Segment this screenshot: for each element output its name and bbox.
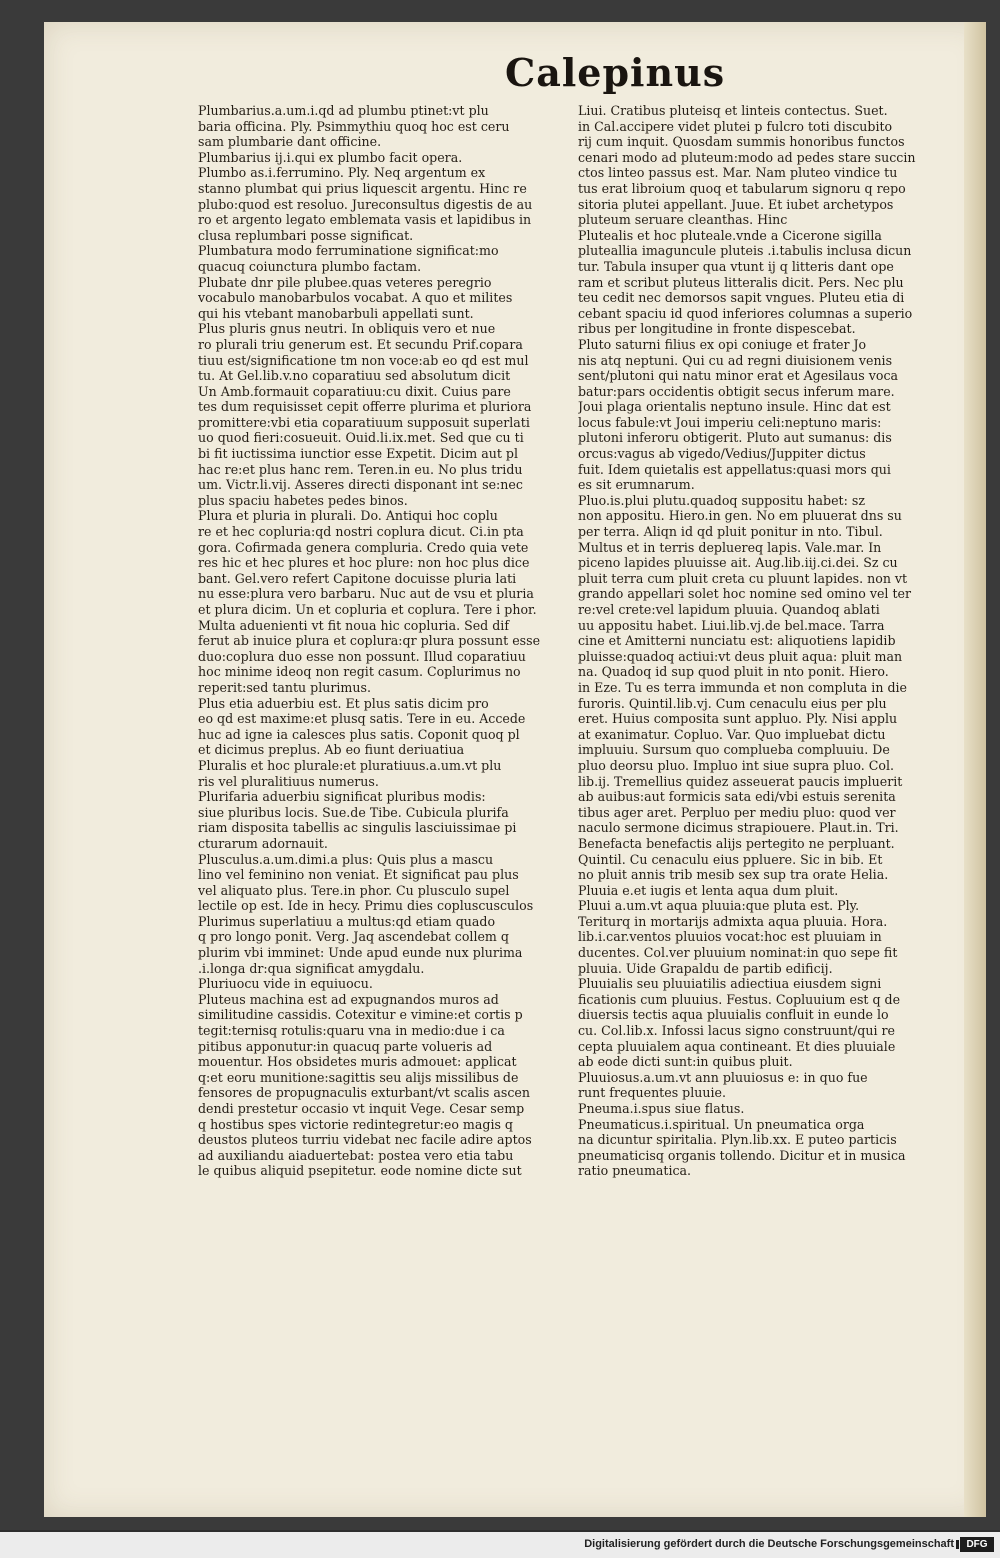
text-line: ram et scribut pluteus litteralis dicit. Pers. Nec plu <box>578 274 904 290</box>
text-line: ducentes. Col.ver pluuium nominat:in quo sepe fit <box>578 945 898 961</box>
text-line: in Eze. Tu es terra immunda et non compluta in die <box>578 679 907 695</box>
text-line: plubo:quod est resoluo. Jureconsultus digestis de au <box>198 196 533 212</box>
text-line: tibus ager aret. Perpluo per mediu pluo: quod ver <box>578 804 896 820</box>
text-line: q:et eoru munitione:sagittis seu alijs missilibus de <box>198 1069 519 1085</box>
text-line: Plumbo as.i.ferrumino. Ply. Neq argentum ex <box>198 165 486 181</box>
text-line: pluteum seruare cleanthas. Hinc <box>578 212 788 228</box>
text-line: fensores de propugnaculis exturbant/vt scalis ascen <box>198 1085 530 1101</box>
text-line: cebant spaciu id quod inferiores columnas a superio <box>578 305 913 321</box>
text-line: deustos pluteos turriu videbat nec facile adire aptos <box>198 1132 532 1148</box>
text-line: et dicimus preplus. Ab eo fiunt deriuatiua <box>198 742 465 758</box>
text-line: Pneuma.i.spus siue flatus. <box>578 1101 745 1116</box>
text-line: siue pluribus locis. Sue.de Tibe. Cubicula plurifa <box>198 804 509 820</box>
text-line: tus erat libroium quoq et tabularum signoru q repo <box>578 180 906 196</box>
text-line: Pluralis et hoc plurale:et pluratiuus.a.um.vt plu <box>198 757 502 773</box>
text-line: furoris. Quintil.lib.vj. Cum cenaculu eius per plu <box>578 695 887 711</box>
footer-bar <box>0 1532 1000 1558</box>
text-line: orcus:vagus ab vigedo/Vedius/Juppiter dictus <box>578 446 866 462</box>
text-line: ab eode dicti sunt:in quibus pluit. <box>578 1054 793 1070</box>
text-line: nis atq neptuni. Qui cu ad regni diuisionem venis <box>578 352 893 368</box>
text-line: cu. Col.lib.x. Infossi lacus signo construunt/qui re <box>578 1023 895 1039</box>
text-line: pluisse:quadoq actiui:vt deus pluit aqua: pluit man <box>578 648 903 664</box>
text-line: vocabulo manobarbulos vocabat. A quo et milites <box>198 290 513 306</box>
text-line: lib.i.car.ventos pluuios vocat:hoc est pluuiam in <box>578 929 882 945</box>
text-line: tiuu est/significatione tm non voce:ab eo qd est mul <box>198 352 529 368</box>
text-line: et plura dicim. Un et copluria et coplura. Tere i phor. <box>198 602 537 617</box>
running-head: Calepinus <box>505 50 726 95</box>
footer-credit: Digitalisierung gefördert durch die Deutsche Forschungsgemeinschaft <box>584 1538 954 1550</box>
text-line: Joui plaga orientalis neptuno insule. Hinc dat est <box>578 399 891 415</box>
text-line: qui his vtebant manobarbuli appellati sunt. <box>198 305 474 321</box>
text-line: ficationis cum pluuius. Festus. Copluuium est q de <box>578 991 901 1007</box>
text-line: cturarum adornauit. <box>198 835 328 851</box>
text-line: reperit:sed tantu plurimus. <box>198 679 371 695</box>
text-line: bant. Gel.vero refert Capitone docuisse pluria lati <box>198 570 517 586</box>
text-line: Liui. Cratibus pluteisq et linteis contectus. Suet. <box>578 103 888 118</box>
text-line: gora. Cofirmada genera compluria. Credo quia vete <box>198 539 529 555</box>
text-line: lib.ij. Tremellius quidez asseuerat paucis impluerit <box>578 773 903 789</box>
text-line: ratio pneumatica. <box>578 1163 692 1179</box>
text-line: cepta pluuialem aqua contineant. Et dies pluuiale <box>578 1038 896 1054</box>
text-line: quacuq coiunctura plumbo factam. <box>198 258 422 274</box>
text-line: Pluto saturni filius ex opi coniuge et frater Jo <box>578 336 867 352</box>
right-column <box>578 103 940 1179</box>
text-line: diuersis tectis aqua pluuialis confluit in eunde lo <box>578 1007 889 1023</box>
text-line: cenari modo ad pluteum:modo ad pedes stare succin <box>578 149 916 165</box>
text-line: ab auibus:aut formicis sata edi/vbi estuis serenita <box>578 789 896 805</box>
text-line: Pluuialis seu pluuiatilis adiectiua eiusdem signi <box>578 976 882 992</box>
text-line: Un Amb.formauit coparatiuu:cu dixit. Cuius pare <box>198 383 511 399</box>
text-line: no pluit annis trib mesib sex sup tra orate Helia. <box>578 867 889 883</box>
text-line: lino vel feminino non veniat. Et significat pau plus <box>198 867 519 883</box>
text-line: hac re:et plus hanc rem. Teren.in eu. No plus tridu <box>198 461 523 477</box>
text-line: grando appellari solet hoc nomine sed omino vel ter <box>578 586 911 602</box>
text-line: na dicuntur spiritalia. Plyn.lib.xx. E puteo particis <box>578 1132 897 1148</box>
text-line: plurim vbi imminet: Unde apud eunde nux plurima <box>198 945 523 961</box>
text-line: sitoria plutei appellant. Juue. Et iubet archetypos <box>578 196 894 212</box>
text-line: naculo sermone dicimus strapiouere. Plaut.in. Tri. <box>578 820 899 836</box>
text-line: tu. At Gel.lib.v.no coparatiuu sed absolutum dicit <box>198 368 511 384</box>
text-line: pluteallia imaguncule pluteis .i.tabulis inclusa dicun <box>578 243 912 259</box>
text-line: promittere:vbi etia coparatiuum supposuit superlati <box>198 414 530 430</box>
text-line: ro plurali triu generum est. Et secundu Prif.copara <box>198 336 523 352</box>
text-line: runt frequentes pluuie. <box>578 1085 726 1101</box>
text-line: teu cedit nec demorsos sapit vngues. Pluteu etia di <box>578 290 905 306</box>
text-line: Pluui a.um.vt aqua pluuia:que pluta est. Ply. <box>578 898 860 914</box>
dfg-logo: DFG <box>960 1537 994 1552</box>
text-line: non appositu. Hiero.in gen. No em pluuerat dns su <box>578 508 902 524</box>
text-line: q pro longo ponit. Verg. Jaq ascendebat collem q <box>198 929 509 945</box>
text-line: Pluriuocu vide in equiuocu. <box>198 976 373 992</box>
text-line: plutoni inferoru obtigerit. Pluto aut sumanus: dis <box>578 430 892 446</box>
text-line: tes dum requisisset cepit offerre plurima et pluriora <box>198 399 532 415</box>
text-line: ribus per longitudine in fronte dispescebat. <box>578 321 856 337</box>
text-line: Pluo.is.plui plutu.quadoq suppositu habet: sz <box>578 492 865 508</box>
text-line: per terra. Aliqn id qd pluit ponitur in nto. Tibul. <box>578 524 883 540</box>
text-line: Plurifaria aduerbiu significat pluribus modis: <box>198 789 486 805</box>
text-line: plus spaciu habetes pedes binos. <box>198 492 408 508</box>
text-line: uu appositu habet. Liui.lib.vj.de bel.mace. Tarra <box>578 617 885 633</box>
text-line: batur:pars occidentis obtigit secus inferum mare. <box>578 383 895 399</box>
text-line: uo quod fieri:cosueuit. Ouid.li.ix.met. Sed que cu ti <box>198 430 524 446</box>
text-line: sent/plutoni qui natu minor erat et Agesilaus voca <box>578 368 899 384</box>
text-line: in Cal.accipere videt plutei p fulcro toti discubito <box>578 118 893 134</box>
text-line: na. Quadoq id sup quod pluit in nto ponit. Hiero. <box>578 664 889 680</box>
left-column <box>198 103 598 1179</box>
text-line: clusa replumbari posse significat. <box>198 227 414 243</box>
page-edge <box>964 22 986 1517</box>
text-line: pitibus apponutur:in quacuq parte volueris ad <box>198 1038 493 1054</box>
text-line: riam disposita tabellis ac singulis lasciuissimae pi <box>198 820 517 836</box>
text-line: Plus pluris gnus neutri. In obliquis vero et nue <box>198 321 496 337</box>
text-line: Plumbarius.a.um.i.qd ad plumbu ptinet:vt plu <box>198 103 489 118</box>
text-line: tur. Tabula insuper qua vtunt ij q litteris dant ope <box>578 258 894 274</box>
text-line: nu esse:plura vero barbaru. Nuc aut de vsu et pluria <box>198 586 534 602</box>
text-line: cine et Amitterni nunciatu est: aliquotiens lapidib <box>578 633 896 649</box>
text-line: fuit. Idem quietalis est appellatus:quasi mors qui <box>578 461 891 477</box>
text-line: pluuia. Uide Grapaldu de partib edificij. <box>578 960 833 976</box>
text-line: eret. Huius composita sunt appluo. Ply. Nisi applu <box>578 711 898 727</box>
text-line: baria officina. Ply. Psimmythiu quoq hoc est ceru <box>198 118 510 134</box>
text-line: Plumbarius ij.i.qui ex plumbo facit opera. <box>198 149 463 165</box>
text-line: es sit erumnarum. <box>578 477 695 493</box>
text-line: bi fit iuctissima iunctior esse Expetit. Dicim aut pl <box>198 446 518 462</box>
text-line: ro et argento legato emblemata vasis et lapidibus in <box>198 212 532 228</box>
text-line: pluo deorsu pluo. Impluo int siue supra pluo. Col. <box>578 757 894 773</box>
text-line: re et hec copluria:qd nostri coplura dicut. Ci.in pta <box>198 524 524 540</box>
text-line: Plubate dnr pile plubee.quas veteres peregrio <box>198 274 492 290</box>
text-line: ferut ab inuice plura et coplura:qr plura possunt esse <box>198 633 541 649</box>
text-line: ctos linteo passus est. Mar. Nam pluteo vindice tu <box>578 165 898 181</box>
text-line: Benefacta benefactis alijs pertegito ne perpluant. <box>578 835 895 851</box>
text-line: Pluuia e.et iugis et lenta aqua dum pluit. <box>578 882 839 898</box>
text-line: Plumbatura modo ferruminatione significat:mo <box>198 243 499 259</box>
text-line: sam plumbarie dant officine. <box>198 134 382 150</box>
text-line: hoc minime ideoq non regit casum. Coplurimus no <box>198 664 521 680</box>
text-line: pneumaticisq organis tollendo. Dicitur et in musica <box>578 1147 906 1163</box>
text-line: Teriturq in mortarijs admixta aqua pluuia. Hora. <box>578 913 888 929</box>
text-line: stanno plumbat qui prius liquescit argentu. Hinc re <box>198 180 527 196</box>
text-line: re:vel crete:vel lapidum pluuia. Quandoq ablati <box>578 602 880 617</box>
text-line: lectile op est. Ide in hecy. Primu dies copluscusculos <box>198 898 534 914</box>
text-line: ad auxiliandu aiaduertebat: postea vero etia tabu <box>198 1147 514 1163</box>
text-line: Multa aduenienti vt fit noua hic copluria. Sed dif <box>198 617 509 633</box>
text-line: Plura et pluria in plurali. Do. Antiqui hoc coplu <box>198 508 498 524</box>
text-line: res hic et hec plures et hoc plure: non hoc plus dice <box>198 555 530 571</box>
text-line: q hostibus spes victorie redintegretur:eo magis q <box>198 1116 513 1132</box>
text-line: Plus etia aduerbiu est. Et plus satis dicim pro <box>198 695 489 711</box>
text-line: Plurimus superlatiuu a multus:qd etiam quado <box>198 913 496 929</box>
text-line: piceno lapides pluuisse ait. Aug.lib.iij.ci.dei. Sz cu <box>578 555 898 571</box>
text-line: ris vel pluralitiuus numerus. <box>198 773 379 789</box>
text-line: at exanimatur. Copluo. Var. Quo impluebat dictu <box>578 726 886 742</box>
text-line: dendi prestetur occasio vt inquit Vege. Cesar semp <box>198 1101 525 1116</box>
text-line: similitudine cassidis. Cotexitur e vimine:et cortis p <box>198 1007 523 1023</box>
text-line: tegit:ternisq rotulis:quaru vna in medio:due i ca <box>198 1023 505 1039</box>
text-line: Multus et in terris depluereq lapis. Vale.mar. In <box>578 539 882 555</box>
text-line: Pluuiosus.a.um.vt ann pluuiosus e: in quo fue <box>578 1069 868 1085</box>
text-line: mouentur. Hos obsidetes muris admouet: applicat <box>198 1054 517 1070</box>
text-line: Pluteus machina est ad expugnandos muros ad <box>198 991 499 1007</box>
text-line: Plutealis et hoc pluteale.vnde a Cicerone sigilla <box>578 227 882 243</box>
text-line: eo qd est maxime:et plusq satis. Tere in eu. Accede <box>198 711 526 727</box>
text-line: .i.longa dr:qua significat amygdalu. <box>198 960 425 976</box>
text-line: Quintil. Cu cenaculu eius ppluere. Sic in bib. Et <box>578 851 883 867</box>
text-line: le quibus aliquid psepitetur. eode nomine dicte sut <box>198 1163 522 1179</box>
text-line: Pneumaticus.i.spiritual. Un pneumatica orga <box>578 1116 865 1132</box>
text-line: Plusculus.a.um.dimi.a plus: Quis plus a mascu <box>198 851 494 867</box>
text-line: vel aliquato plus. Tere.in phor. Cu plusculo supel <box>198 882 510 898</box>
text-line: um. Victr.li.vij. Asseres directi disponant int se:nec <box>198 477 523 493</box>
text-line: pluit terra cum pluit creta cu pluunt lapides. non vt <box>578 570 908 586</box>
text-line: huc ad igne ia calesces plus satis. Coponit quoq pl <box>198 726 520 742</box>
text-line: rij cum inquit. Quosdam summis honoribus functos <box>578 134 905 150</box>
text-line: duo:coplura duo esse non possunt. Illud coparatiuu <box>198 648 526 664</box>
text-line: locus fabule:vt Joui imperiu celi:neptuno maris: <box>578 414 882 430</box>
text-line: impluuiu. Sursum quo complueba compluuiu. De <box>578 742 890 758</box>
